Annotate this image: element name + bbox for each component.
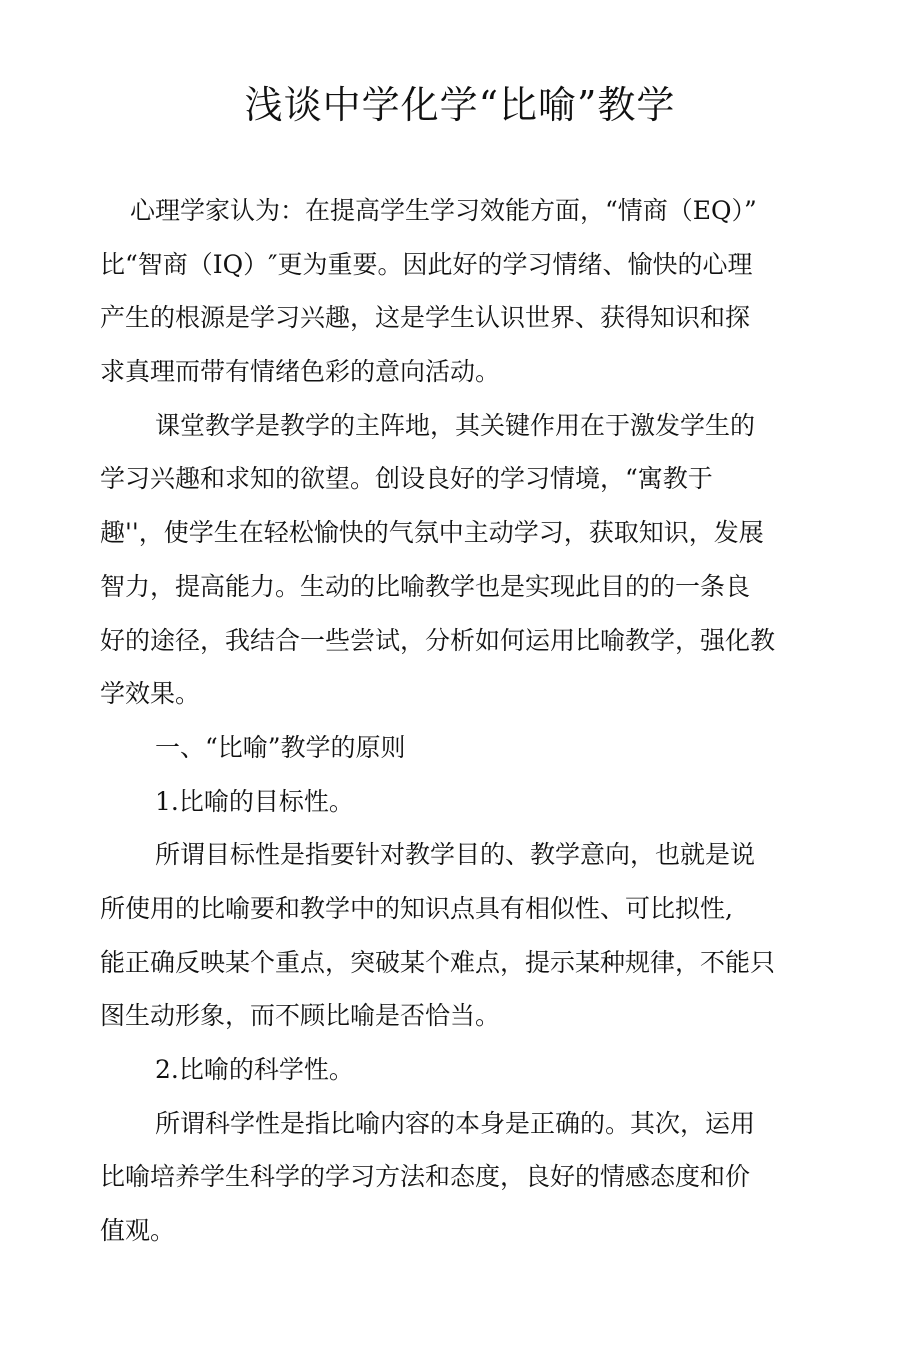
text-line: 智力，提高能力。生动的比喻教学也是实现此目的的一条良	[100, 571, 751, 601]
paragraph	[100, 775, 800, 829]
paragraph	[100, 828, 800, 1043]
text-line: 能正确反映某个重点，突破某个难点，提示某种规律，不能只	[100, 947, 776, 977]
document-title: 浅谈中学化学“比喻”教学	[244, 83, 676, 127]
paragraph	[100, 1097, 800, 1258]
text-line: 一、“比喻”教学的原则	[155, 732, 406, 762]
text-line: 趣''，使学生在轻松愉快的气氛中主动学习，获取知识，发展	[100, 518, 764, 548]
text-line: 学效果。	[100, 679, 201, 709]
document-body	[100, 184, 800, 1258]
text-line: 学习兴趣和求知的欲望。创设良好的学习情境，“寓教于	[100, 464, 713, 494]
text-line: 2.比喻的科学性。	[155, 1055, 354, 1084]
paragraph	[100, 184, 800, 399]
text-line: 求真理而带有情绪色彩的意向活动。	[100, 357, 501, 387]
text-line: 比“智商（IQ）″更为重要。因此好的学习情绪、愉快的心理	[100, 249, 753, 279]
text-line: 产生的根源是学习兴趣，这是学生认识世界、获得知识和探	[100, 303, 751, 333]
text-line: 图生动形象，而不顾比喻是否恰当。	[100, 1001, 501, 1031]
text-line: 所谓目标性是指要针对教学目的、教学意向，也就是说	[155, 840, 756, 870]
paragraph	[100, 399, 800, 721]
text-line: 课堂教学是教学的主阵地，其关键作用在于激发学生的	[155, 410, 756, 440]
text-line: 所使用的比喻要和教学中的知识点具有相似性、可比拟性,	[100, 893, 733, 923]
text-line: 心理学家认为：在提高学生学习效能方面，“情商（EQ）”	[130, 196, 757, 225]
text-line: 比喻培养学生科学的学习方法和态度，良好的情感态度和价	[100, 1162, 751, 1192]
text-line: 所谓科学性是指比喻内容的本身是正确的。其次，运用	[155, 1108, 756, 1138]
text-line: 好的途径，我结合一些尝试，分析如何运用比喻教学，强化教	[100, 625, 776, 655]
text-line: 1.比喻的目标性。	[155, 786, 354, 816]
text-line: 值观。	[100, 1216, 176, 1246]
paragraph	[100, 1043, 800, 1097]
paragraph	[100, 721, 800, 775]
